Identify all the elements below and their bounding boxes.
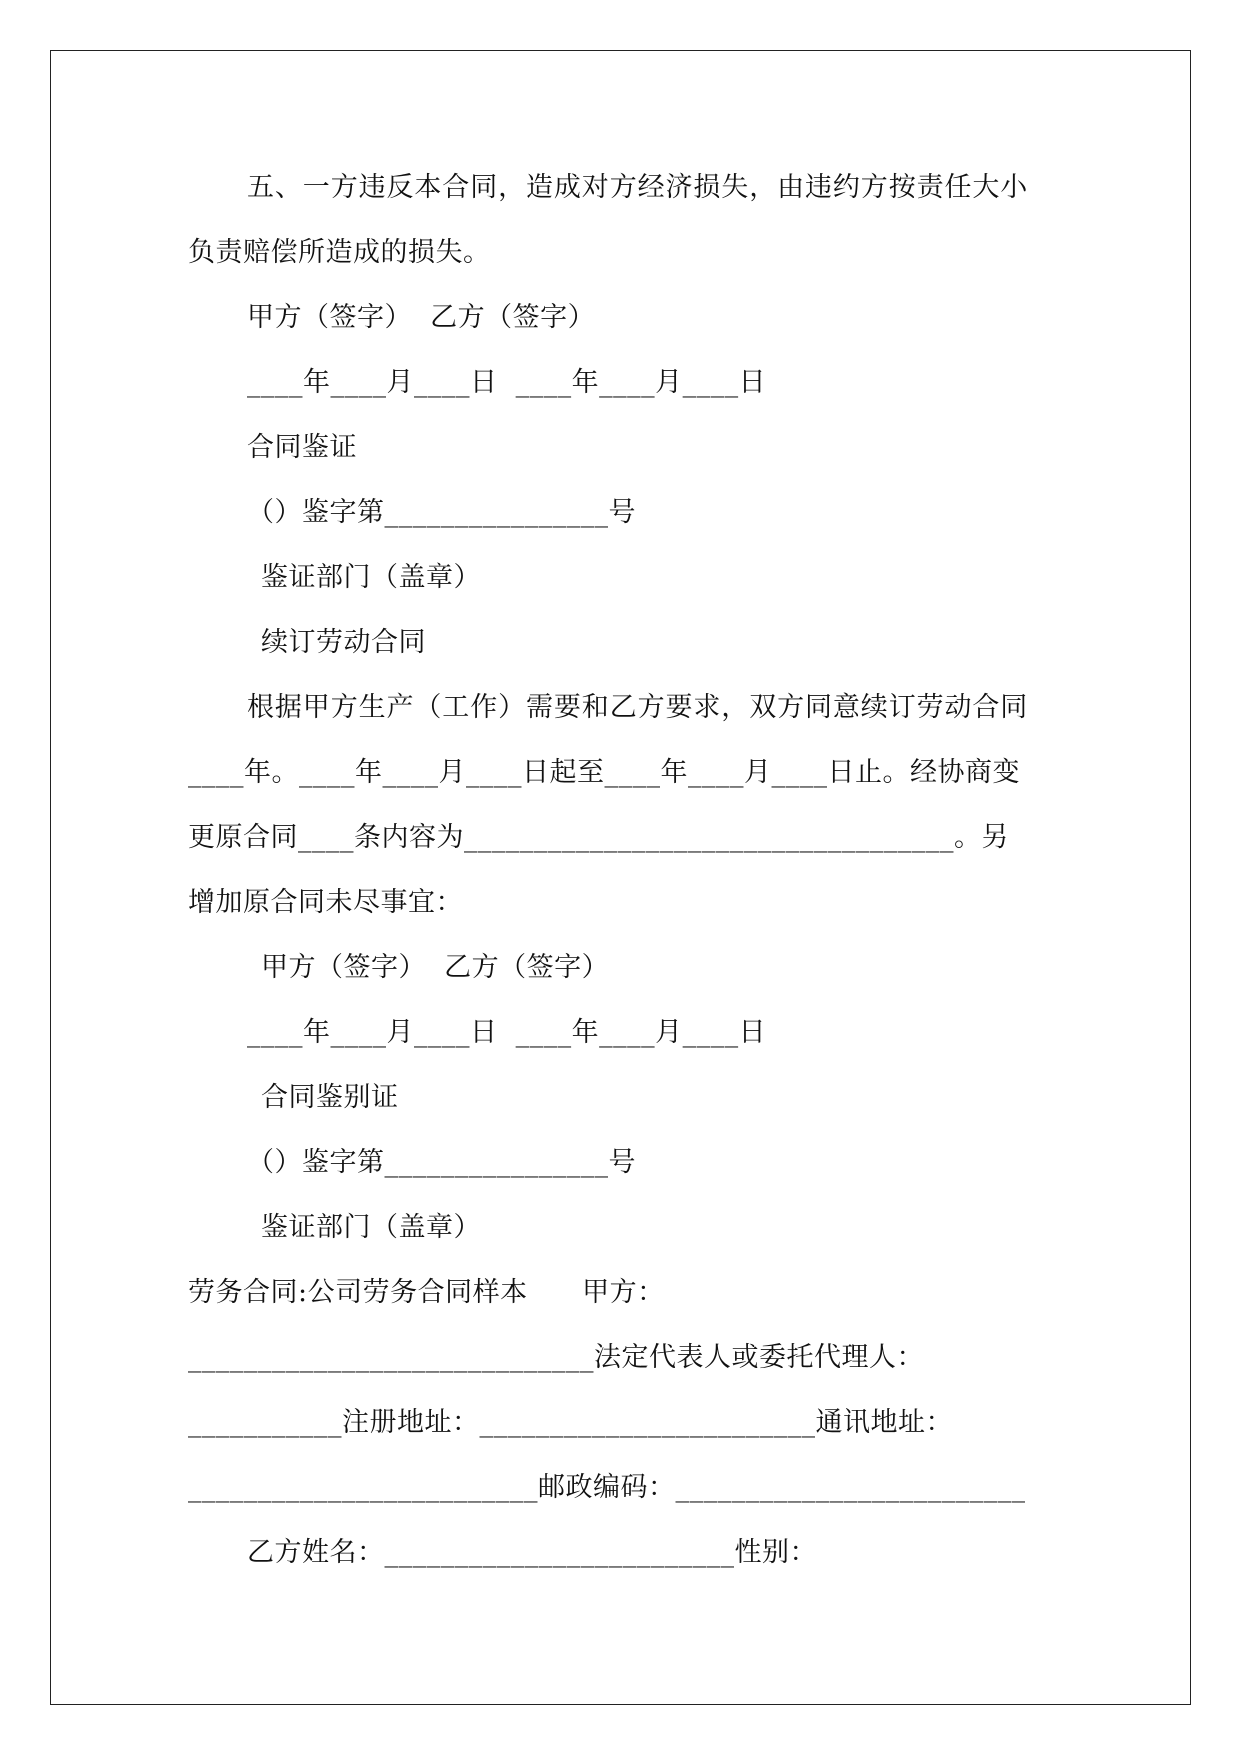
clause-five-line-1: 五、一方违反本合同，造成对方经济损失，由违约方按责任大小	[247, 172, 1029, 203]
signature-parties-1: 甲方（签字） 乙方（签字）	[247, 302, 596, 333]
registered-address-line: ___________注册地址：________________________通讯地址：	[188, 1407, 953, 1438]
verification-department-2: 鉴证部门（盖章）	[261, 1212, 481, 1243]
party-b-name-line: 乙方姓名：_________________________性别：	[247, 1537, 817, 1568]
renewal-text-line-3: 更原合同____条内容为___________________________________。另	[188, 822, 1009, 853]
renewal-text-line-1: 根据甲方生产（工作）需要和乙方要求，双方同意续订劳动合同	[247, 692, 1029, 723]
clause-five-line-2: 负责赔偿所造成的损失。	[188, 237, 491, 268]
verification-number-2: （）鉴字第________________号	[247, 1147, 636, 1178]
signature-dates-1: ____年____月____日 ____年____月____日	[247, 367, 767, 398]
postal-code-line: _________________________邮政编码：_________________________	[188, 1472, 1026, 1503]
legal-representative-line: _____________________________法定代表人或委托代理人：	[188, 1342, 924, 1373]
renewal-heading: 续订劳动合同	[261, 627, 426, 658]
contract-verification-heading: 合同鉴证	[247, 432, 357, 463]
labor-contract-title: 劳务合同:公司劳务合同样本 甲方：	[188, 1277, 665, 1308]
verification-number-1: （）鉴字第________________号	[247, 497, 636, 528]
document-body	[188, 155, 1058, 1585]
verification-department-1: 鉴证部门（盖章）	[261, 562, 481, 593]
contract-identification-heading: 合同鉴别证	[261, 1082, 399, 1113]
signature-dates-2: ____年____月____日 ____年____月____日	[247, 1017, 767, 1048]
renewal-text-line-4: 增加原合同未尽事宜：	[188, 887, 463, 918]
renewal-text-line-2: ____年。____年____月____日起至____年____月____日止。经协商变	[188, 757, 1020, 788]
signature-parties-2: 甲方（签字） 乙方（签字）	[261, 952, 610, 983]
